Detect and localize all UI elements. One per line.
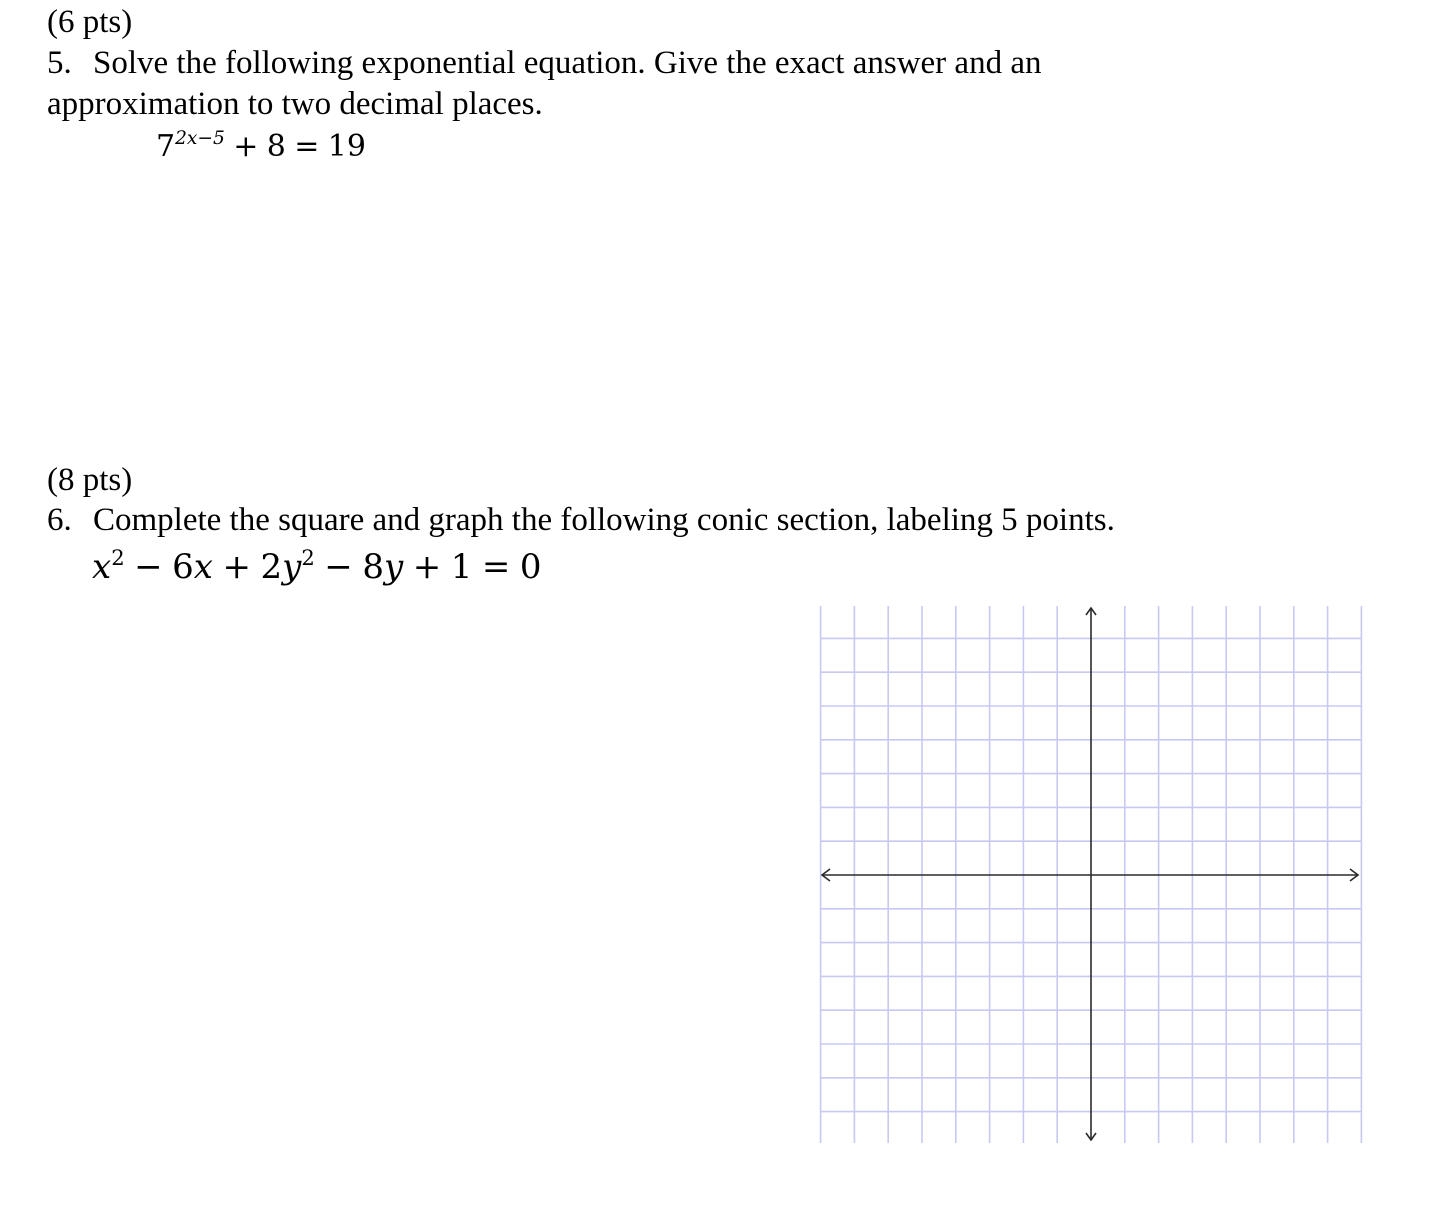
eq6-op2: + (222, 547, 251, 587)
eq5-exponent (175, 128, 225, 149)
eq6-t1-var: x (92, 547, 112, 587)
problem-5-points: (6 pts) (47, 4, 133, 40)
problem-6-number: 6. (47, 502, 72, 538)
eq6-t5: 1 (450, 547, 473, 587)
eq5-rhs: 19 (327, 129, 366, 164)
eq5-base: 7 (156, 129, 176, 164)
problem-6-points: (8 pts) (47, 462, 133, 498)
problem-6-instruction (47, 500, 1115, 540)
eq5-plus: + (233, 129, 259, 164)
eq6-t3-var: y (282, 547, 302, 587)
eq6-t3-coef: 2 (260, 547, 283, 587)
eq5-exponent-text: 2x−5 (175, 128, 225, 150)
eq6-t2-var: x (193, 547, 213, 587)
problem-5-instruction-line-1 (47, 43, 1041, 83)
problem-5-number: 5. (47, 45, 72, 81)
eq6-t2-coef: 6 (172, 547, 194, 587)
problem-6-instruction-text: Complete the square and graph the following conic section, labeling 5 points. (93, 502, 1115, 538)
eq6-t1-exp: 2 (111, 544, 125, 570)
eq6-op4: + (412, 547, 442, 587)
problem-5-instruction-line-2: approximation to two decimal places. (47, 86, 543, 122)
coordinate-grid (810, 598, 1370, 1150)
eq6-op3: − (324, 547, 353, 587)
eq5-term: 8 (266, 129, 286, 164)
eq5-equals: = (294, 129, 320, 164)
eq6-t4-var: y (383, 547, 404, 587)
eq6-op1: − (134, 547, 163, 587)
problem-5-instruction-text: Solve the following exponential equation. Give the exact answer and an (93, 45, 1042, 81)
problem-5-equation (156, 128, 366, 170)
eq6-rhs: 0 (519, 547, 542, 587)
eq6-t3-exp: 2 (301, 544, 315, 570)
axes (822, 608, 1358, 1140)
eq6-equals: = (481, 547, 511, 587)
eq6-t4-coef: 8 (362, 547, 384, 587)
problem-6-equation (92, 546, 542, 592)
